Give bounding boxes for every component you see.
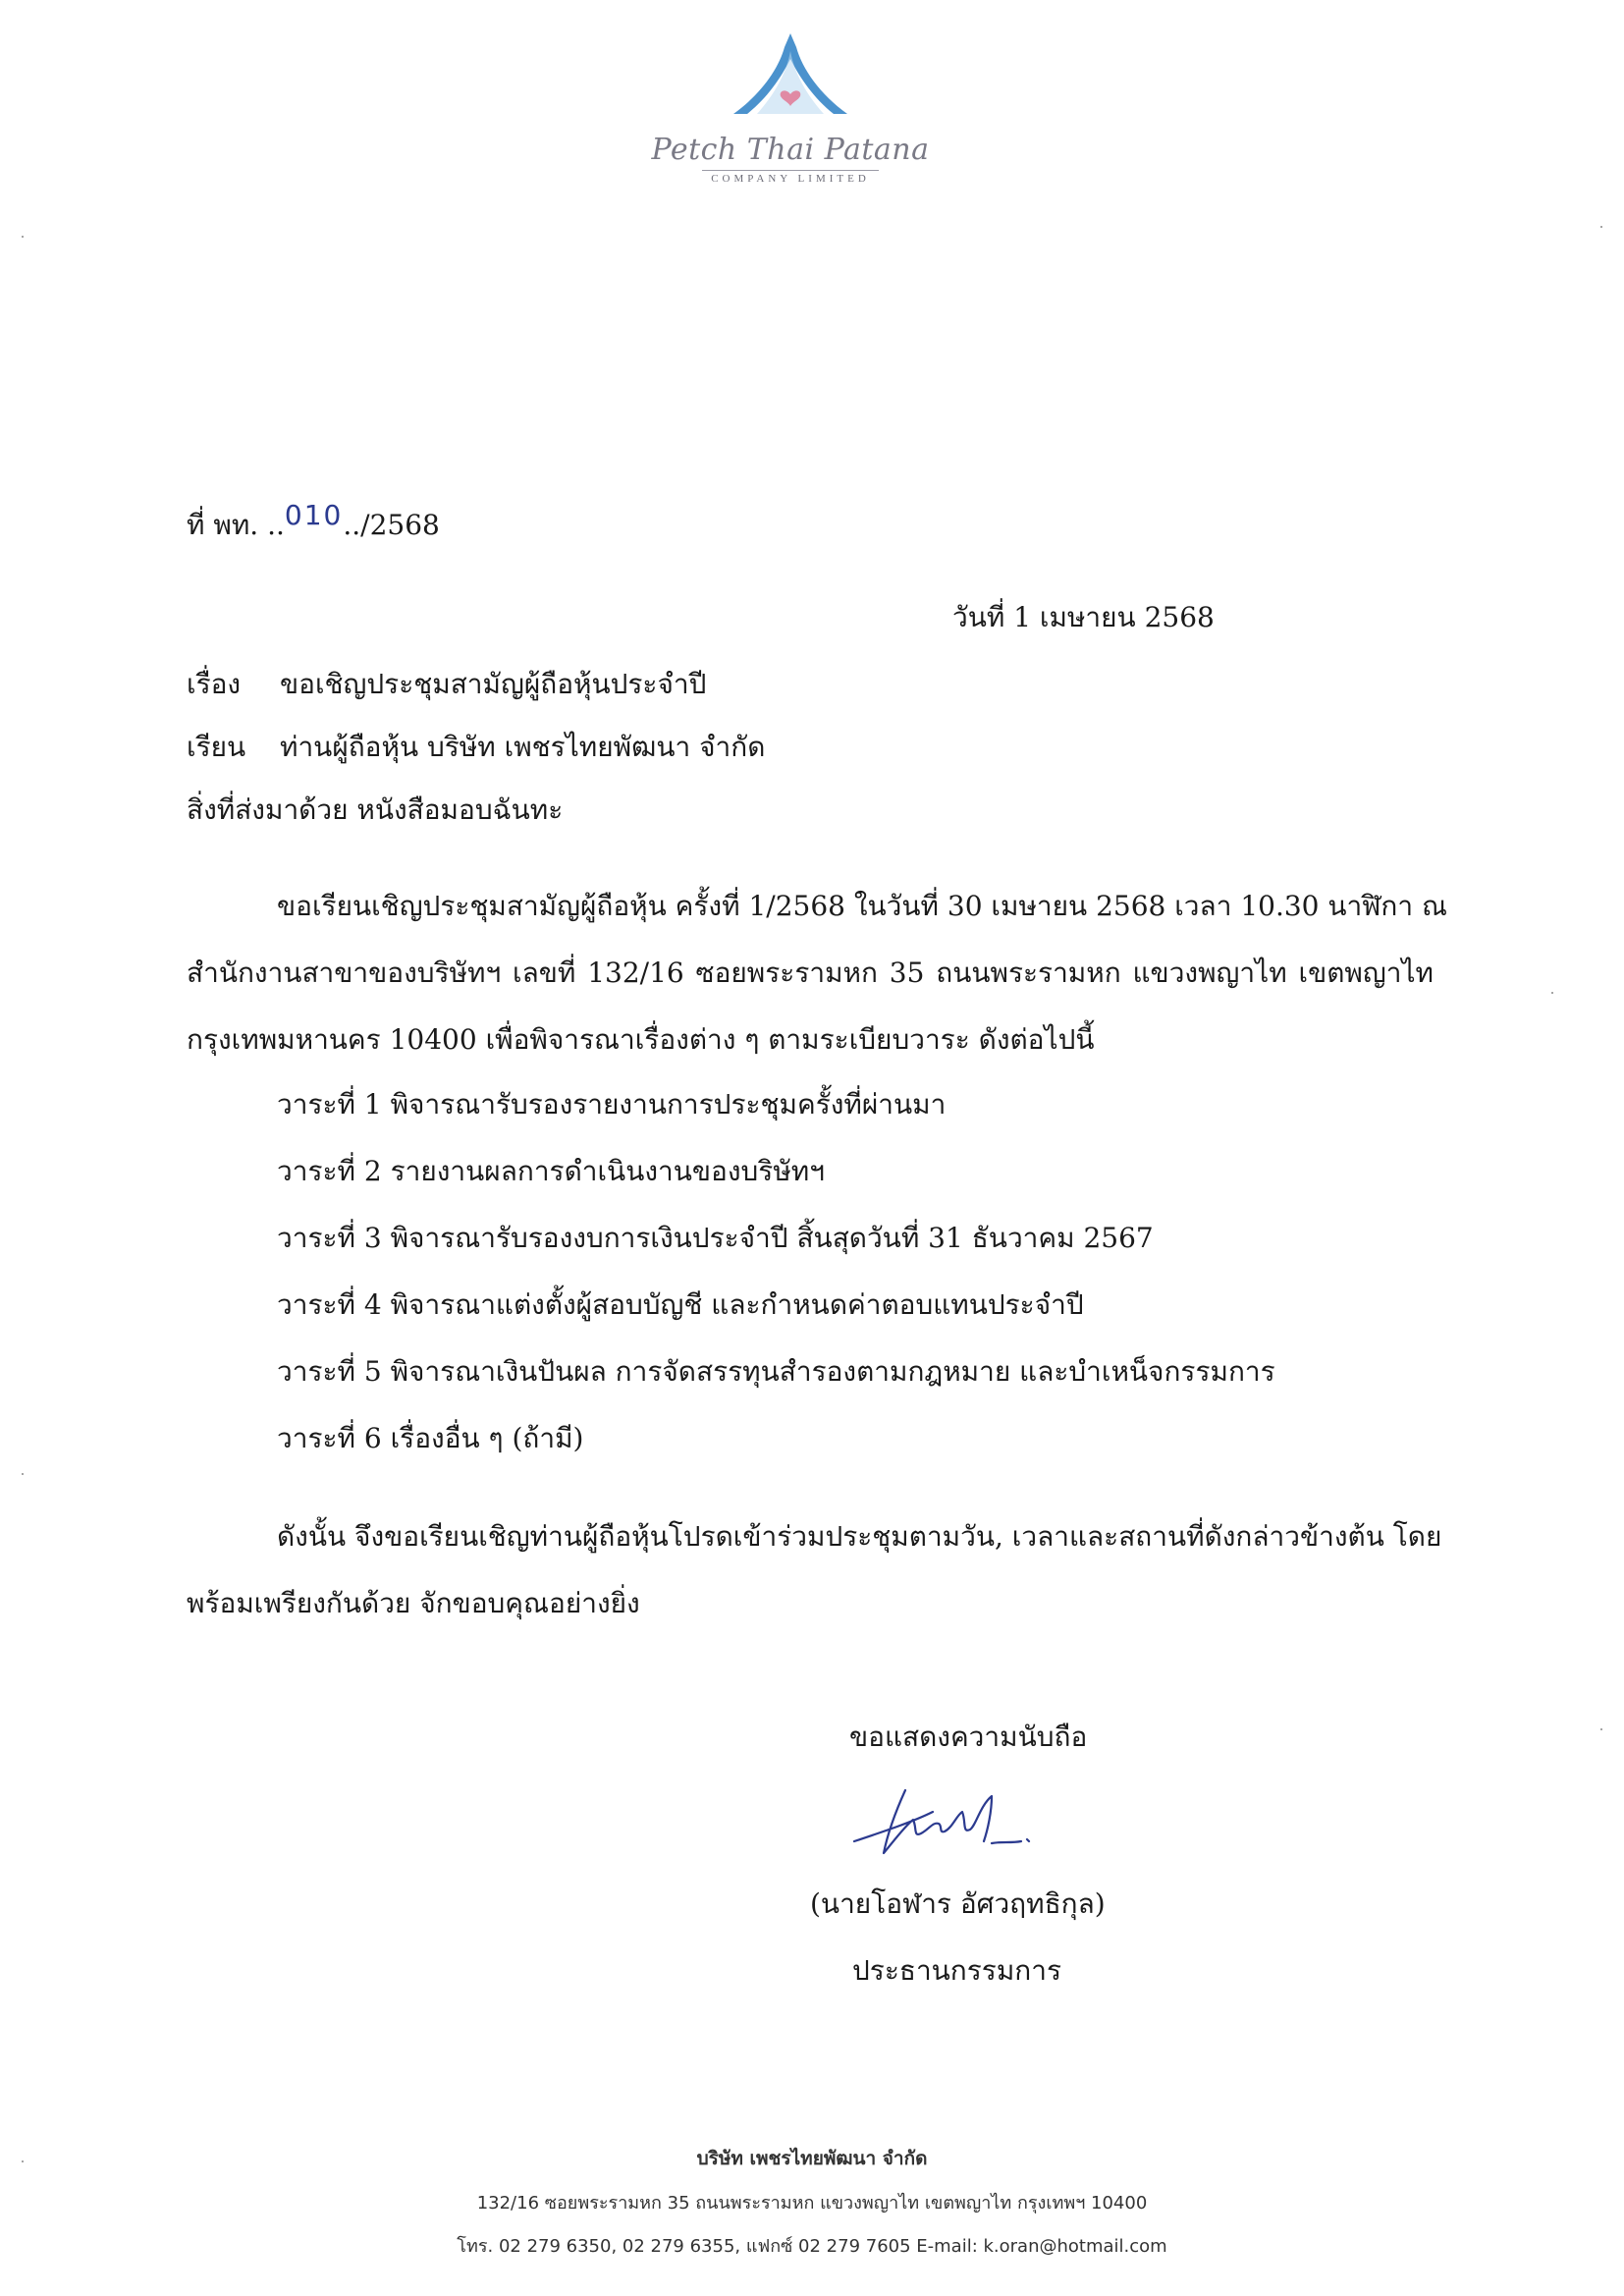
paragraph-line: กรุงเทพมหานคร 10400 เพื่อพิจารณาเรื่องต่าง ๆ ตามระเบียบวาระ ดังต่อไปนี้ <box>187 1023 1095 1056</box>
footer-contact: โทร. 02 279 6350, 02 279 6355, แฟกซ์ 02 279 7605 E-mail: k.oran@hotmail.com <box>457 2236 1167 2257</box>
letter-date: วันที่ 1 เมษายน 2568 <box>952 601 1215 633</box>
agenda-list <box>277 1088 1275 1489</box>
scan-speck <box>1551 992 1553 994</box>
scan-speck <box>1600 226 1602 228</box>
document-number: ที่ พท. ..010../2568 <box>187 499 440 541</box>
closing-salutation: ขอแสดงความนับถือ <box>849 1721 1088 1753</box>
signer-title: ประธานกรรมการ <box>852 1954 1062 1987</box>
recipient-label: เรียน <box>187 731 246 763</box>
agenda-item: วาระที่ 4 พิจารณาแต่งตั้งผู้สอบบัญชี และกำหนดค่าตอบแทนประจำปี <box>277 1288 1084 1321</box>
paragraph-line: ดังนั้น จึงขอเรียนเชิญท่านผู้ถือหุ้นโปรดเข้าร่วมประชุมตามวัน, เวลาและสถานที่ดังกล่าวข้างต้น โดย <box>277 1520 1442 1553</box>
signer-name: (นายโอฬาร อัศวฤทธิกุล) <box>810 1887 1106 1920</box>
agenda-item: วาระที่ 5 พิจารณาเงินปันผล การจัดสรรทุนสำรองตามกฎหมาย และบำเหน็จกรรมการ <box>277 1355 1275 1388</box>
logo-wordmark: Petch Thai Patana <box>651 133 930 167</box>
agenda-item: วาระที่ 2 รายงานผลการดำเนินงานของบริษัทฯ <box>277 1155 825 1187</box>
scan-speck <box>1600 1728 1602 1730</box>
footer-address: 132/16 ซอยพระรามหก 35 ถนนพระรามหก แขวงพญาไท เขตพญาไท กรุงเทพฯ 10400 <box>476 2193 1148 2214</box>
document-number-suffix: /2568 <box>360 509 440 541</box>
invitation-paragraph <box>187 890 1447 1090</box>
footer-company-name: บริษัท เพชรไทยพัฒนา จำกัด <box>696 2148 928 2169</box>
paragraph-line: พร้อมเพรียงกันด้วย จักขอบคุณอย่างยิ่ง <box>187 1587 640 1619</box>
enclosure-text: สิ่งที่ส่งมาด้วย หนังสือมอบฉันทะ <box>187 793 564 826</box>
scan-speck <box>22 2160 24 2162</box>
company-logo <box>628 29 952 196</box>
roof-logo-icon <box>731 29 849 128</box>
paragraph-line: สำนักงานสาขาของบริษัทฯ เลขที่ 132/16 ซอยพระรามหก 35 ถนนพระรามหก แขวงพญาไท เขตพญาไท <box>187 957 1434 989</box>
handwritten-signature <box>844 1782 1041 1861</box>
scan-speck <box>22 236 24 238</box>
agenda-item: วาระที่ 3 พิจารณารับรองงบการเงินประจำปี สิ้นสุดวันที่ 31 ธันวาคม 2567 <box>277 1222 1154 1254</box>
agenda-item: วาระที่ 1 พิจารณารับรองรายงานการประชุมครั้งที่ผ่านมา <box>277 1088 947 1121</box>
agenda-item: วาระที่ 6 เรื่องอื่น ๆ (ถ้ามี) <box>277 1422 584 1454</box>
document-number-handwritten: 010 <box>284 499 344 531</box>
recipient-text: ท่านผู้ถือหุ้น บริษัท เพชรไทยพัฒนา จำกัด <box>280 731 766 763</box>
logo-subtitle: COMPANY LIMITED <box>702 170 879 185</box>
closing-paragraph <box>187 1520 1442 1654</box>
scan-speck <box>22 1473 24 1475</box>
document-number-prefix: ที่ พท. <box>187 509 268 541</box>
subject-label: เรื่อง <box>187 668 242 700</box>
paragraph-line: ขอเรียนเชิญประชุมสามัญผู้ถือหุ้น ครั้งที่ 1/2568 ในวันที่ 30 เมษายน 2568 เวลา 10.30 นาฬิกา ณ <box>277 890 1447 922</box>
subject-text: ขอเชิญประชุมสามัญผู้ถือหุ้นประจำปี <box>280 668 707 700</box>
